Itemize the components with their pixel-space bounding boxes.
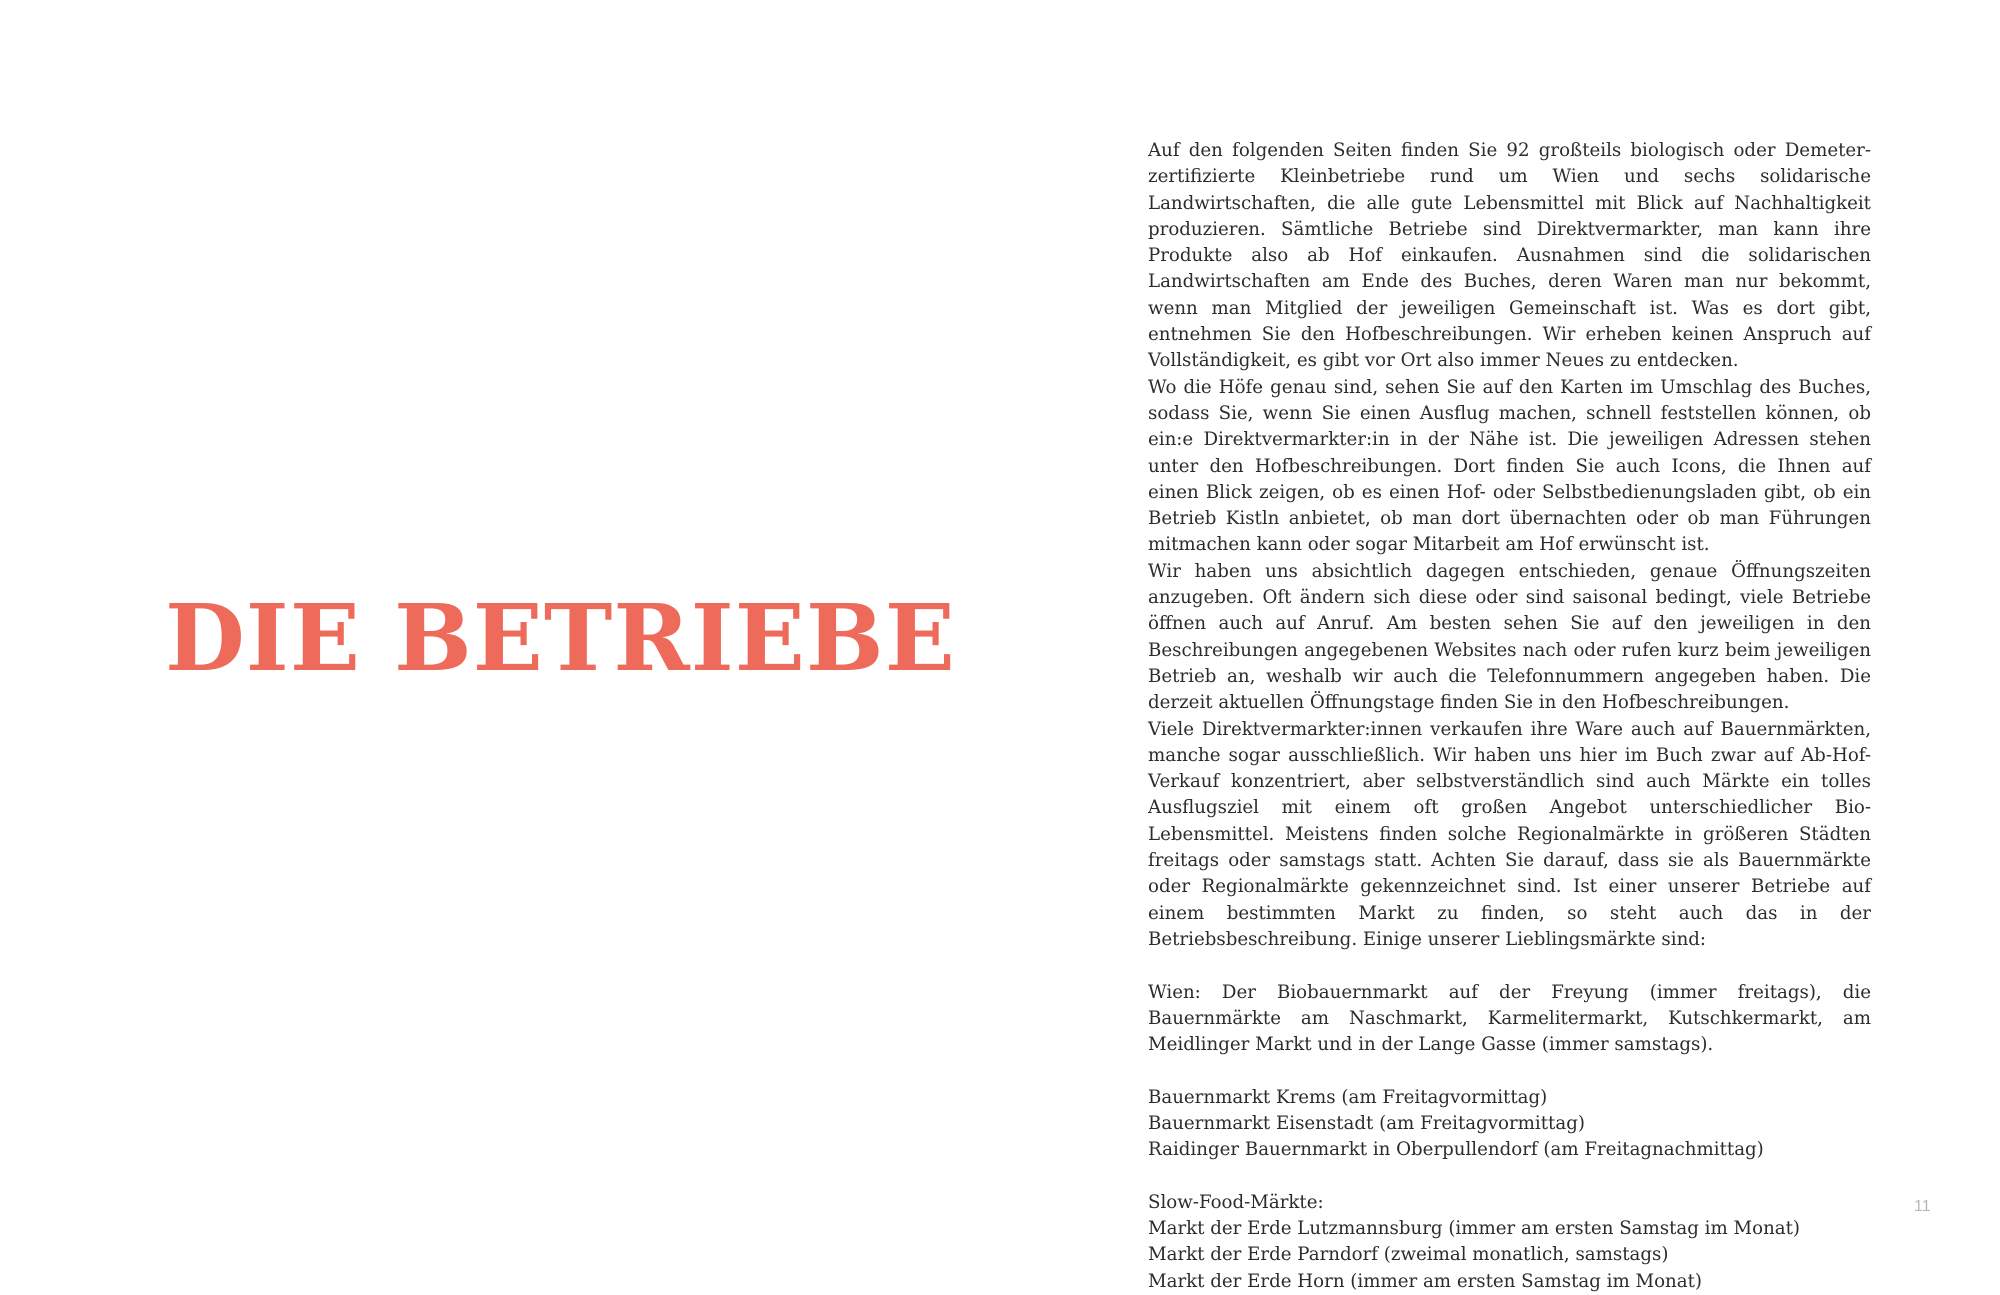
slow-food-market-item: Markt der Erde Horn (immer am ersten Samstag im Monat) [1148,1270,1703,1292]
chapter-title: DIE BETRIEBE [165,584,956,692]
chapter-body-text [1148,138,1871,1295]
paragraph-markets: Viele Direktvermarkter:innen verkaufen ihre Ware auch auf Bauernmärkten, manche sogar ausschließlich. Wir haben uns hier im Buch zwar auf Ab-Hof-Verkauf konzentriert, aber selbstverständlich sind auch Märkte ein tolles Ausflugsziel mit einem oft großen Angebot unterschiedlicher Bio-Lebensmittel. Meistens finden solche Regionalmärkte in größeren Städten freitags oder samstags statt. Achten Sie darauf, dass sie als Bauernmärkte oder Regionalmärkte gekennzeichnet sind. Ist einer unserer Betriebe auf einem bestimmten Markt zu finden, so steht auch das in der Betriebsbeschreibung. Einige unserer Lieblingsmärkte sind: [1148,718,1871,950]
market-item: Bauernmarkt Krems (am Freitagvormittag) [1148,1086,1548,1108]
market-item: Bauernmarkt Eisenstadt (am Freitagvormittag) [1148,1112,1585,1134]
slow-food-market-item: Markt der Erde Lutzmannsburg (immer am ersten Samstag im Monat) [1148,1218,1801,1240]
paragraph-maps: Wo die Höfe genau sind, sehen Sie auf den Karten im Umschlag des Buches, sodass Sie, wenn Sie einen Ausflug machen, schnell feststellen können, ob ein:e Direktvermarkter:in in der Nähe ist. Die jeweiligen Adressen stehen unter den Hofbeschreibungen. Dort finden Sie auch Icons, die Ihnen auf einen Blick zeigen, ob es einen Hof- oder Selbstbedienungsladen gibt, ob ein Betrieb Kistln anbietet, ob man dort übernachten oder ob man Führungen mitmachen kann oder sogar Mitarbeit am Hof erwünscht ist. [1148,376,1871,556]
paragraph-opening-hours: Wir haben uns absichtlich dagegen entschieden, genaue Öffnungszeiten anzugeben. Oft ändern sich diese oder sind saisonal bedingt, viele Betriebe öffnen auch auf Anruf. Am besten sehen Sie auf den jeweiligen in den Beschreibungen angegebenen Websites nach oder rufen kurz beim jeweiligen Betrieb an, weshalb wir auch die Telefonnummern angegeben haben. Die derzeit aktuellen Öffnungstage finden Sie in den Hofbeschreibungen. [1148,560,1871,714]
spacer [1148,1058,1871,1084]
page-number: 11 [1914,1198,1931,1215]
slow-food-heading: Slow-Food-Märkte: [1148,1191,1324,1213]
slow-food-market-item: Markt der Erde Parndorf (zweimal monatlich, samstags) [1148,1244,1669,1266]
spacer [1148,953,1871,979]
paragraph-intro: Auf den folgenden Seiten finden Sie 92 großteils biologisch oder Demeter-zertifizierte Kleinbetriebe rund um Wien und sechs solidarische Landwirtschaften, die alle gute Lebensmittel mit Blick auf Nachhaltigkeit produzieren. Sämtliche Betriebe sind Direktvermarkter, man kann ihre Produkte also ab Hof einkaufen. Ausnahmen sind die solidarischen Landwirtschaften am Ende des Buches, deren Waren man nur bekommt, wenn man Mitglied der jeweiligen Gemeinschaft ist. Was es dort gibt, entnehmen Sie den Hofbeschreibungen. Wir erheben keinen Anspruch auf Vollständigkeit, es gibt vor Ort also immer Neues zu entdecken. [1148,140,1871,372]
market-item: Raidinger Bauernmarkt in Oberpullendorf (am Freitagnachmittag) [1148,1139,1764,1161]
spacer [1148,1164,1871,1190]
paragraph-wien-markets: Wien: Der Biobauernmarkt auf der Freyung (immer freitags), die Bauernmärkte am Naschmarkt, Karmelitermarkt, Kutschkermarkt, am Meidlinger Markt und in der Lange Gasse (immer samstags). [1148,981,1871,1056]
